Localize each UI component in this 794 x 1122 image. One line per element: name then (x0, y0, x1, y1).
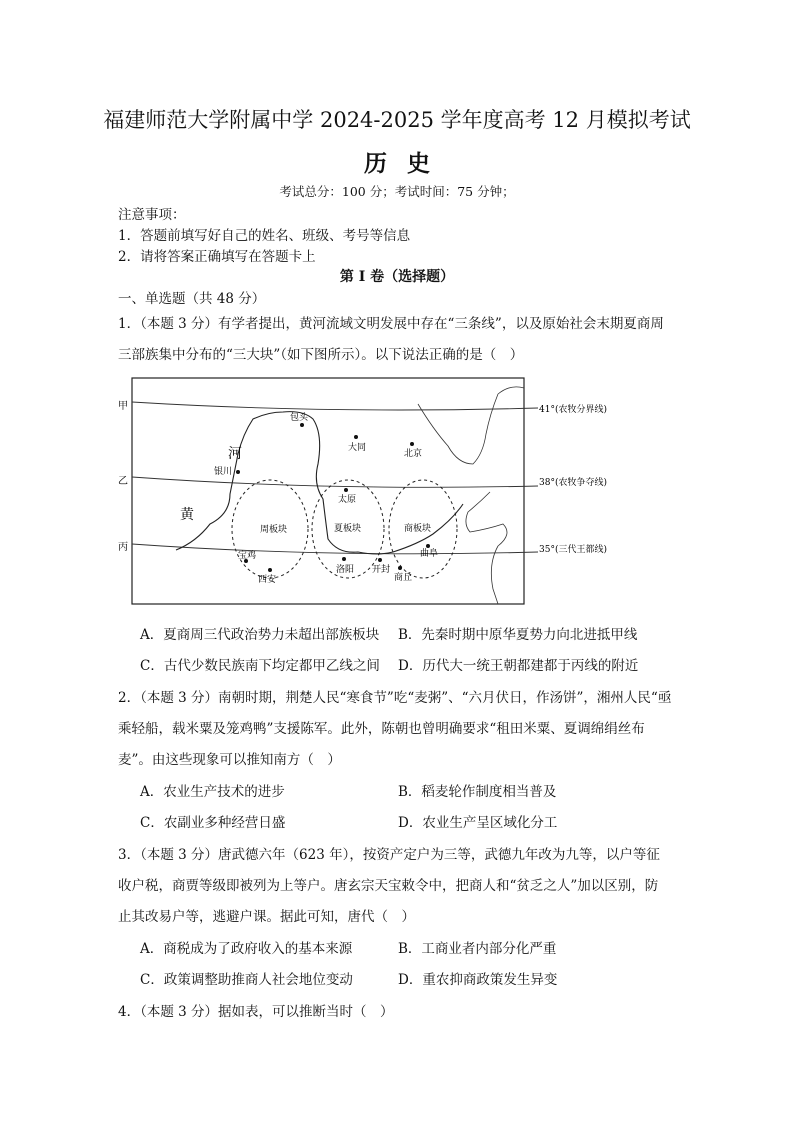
city-label: 银川 (214, 467, 233, 477)
question-1-line: 1．（本题 3 分）有学者提出，黄河流域文明发展中存在“三条线”，以及原始社会末期夏商周 (118, 316, 664, 332)
line-label-right: 38°(农牧争夺线) (539, 478, 607, 488)
question-2-line: 麦”。由这些现象可以推知南方（ ） (118, 752, 341, 768)
block-label: 夏板块 (334, 524, 362, 534)
option: C．古代少数民族南下均定都甲乙线之间 (140, 658, 380, 674)
option: B．稻麦轮作制度相当普及 (398, 784, 557, 800)
option: A．夏商周三代政治势力未超出部族板块 (140, 627, 380, 643)
option: C．农副业多种经营日盛 (140, 815, 286, 831)
city-label: 宝鸡 (238, 551, 257, 561)
option: B．先秦时期中原华夏势力向北进抵甲线 (398, 627, 638, 643)
note-item: 2．请将答案正确填写在答题卡上 (118, 249, 316, 265)
note-item: 1．答题前填写好自己的姓名、班级、考号等信息 (118, 228, 411, 244)
line-yi (132, 477, 538, 487)
exam-info: 考试总分：100 分；考试时间：75 分钟； (279, 184, 515, 199)
subject-title: 历史 (364, 150, 450, 177)
question-3-line: 3．（本题 3 分）唐武德六年（623 年），按资产定户为三等，武德九年改为九等，以户等征 (118, 847, 660, 863)
city-label: 商丘 (394, 573, 413, 583)
option: D．农业生产呈区域化分工 (398, 815, 558, 831)
coastline (418, 387, 524, 604)
section-title: 第 I 卷（选择题） (339, 269, 455, 285)
yellow-river-map (118, 374, 678, 614)
city-label: 大同 (348, 443, 367, 453)
line-label-left: 乙 (118, 476, 128, 487)
option: B．工商业者内部分化严重 (398, 941, 557, 957)
line-label-left: 甲 (118, 401, 128, 412)
question-3-line: 收户税，商贾等级即被列为上等户。唐玄宗天宝敕令中，把商人和“贫乏之人”加以区别，防 (118, 878, 659, 894)
question-1-line: 三部族集中分布的“三大块”（如下图所示）。以下说法正确的是（ ） (118, 347, 524, 363)
question-2-line: 乘轻船，载米粟及笼鸡鸭”支援陈军。此外，陈朝也曾明确要求“租田米粟、夏调绵绢丝布 (118, 721, 645, 737)
city-label: 开封 (372, 565, 391, 575)
exam-title: 福建师范大学附属中学 2024-2025 学年度高考 12 月模拟考试 (103, 108, 691, 132)
option: A．商税成为了政府收入的基本来源 (140, 941, 353, 957)
part-title: 一、单选题（共 48 分） (118, 291, 266, 307)
line-jia (132, 402, 538, 410)
notes-heading: 注意事项： (118, 207, 186, 223)
option: C．政策调整助推商人社会地位变动 (140, 972, 353, 988)
option: A．农业生产技术的进步 (140, 784, 285, 800)
block-label: 商板块 (404, 524, 432, 534)
map-frame (132, 378, 524, 604)
question-2-line: 2．（本题 3 分）南朝时期，荆楚人民“寒食节”吃“麦粥”、“六月伏日，作汤饼”，湘州人民“亟 (118, 690, 672, 706)
option: D．历代大一统王朝都建都于丙线的附近 (398, 658, 639, 674)
line-label-right: 35°(三代王都线) (539, 545, 607, 555)
question-4-line: 4．（本题 3 分）据如表，可以推断当时（ ） (118, 1004, 394, 1020)
city-label: 曲阜 (420, 549, 439, 559)
city-label: 洛阳 (336, 565, 355, 575)
river-char: 黄 (180, 507, 194, 523)
line-bing (132, 544, 538, 554)
line-label-left: 丙 (118, 542, 128, 553)
option: D．重农抑商政策发生异变 (398, 972, 558, 988)
city-label: 包头 (290, 413, 309, 423)
city-label: 太原 (338, 495, 357, 505)
block-label: 周板块 (260, 525, 288, 535)
river-char: 河 (228, 446, 242, 462)
city-label: 北京 (404, 449, 423, 459)
line-label-right: 41°(农牧分界线) (539, 405, 607, 415)
city-label: 西安 (258, 575, 277, 585)
question-3-line: 止其改易户等，逃避户课。据此可知，唐代（ ） (118, 909, 415, 925)
